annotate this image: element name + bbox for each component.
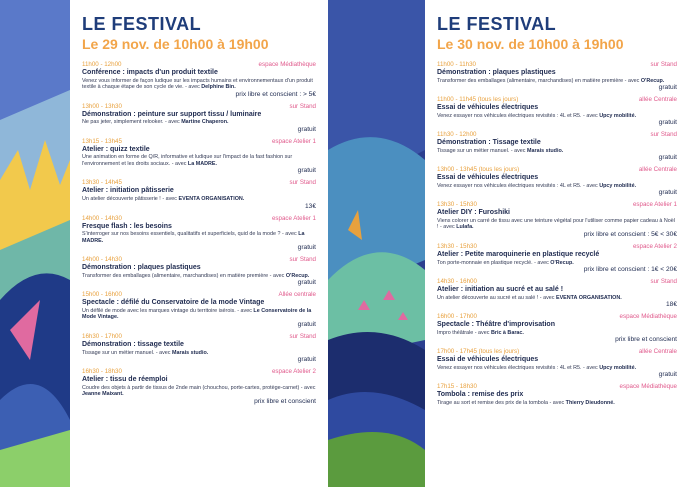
event-desc-text: Venez essayer nos véhicules électriques revisités : 4L et R5. [437, 182, 582, 189]
event-item [82, 368, 316, 406]
event-desc-text: Venez vous informer de façon ludique sur les impacts humains et environnementaux d'un produit textile à chaque étape de son cycle de vie. [82, 77, 313, 91]
event-description [437, 295, 677, 302]
event-description [82, 273, 316, 280]
event-description [82, 231, 316, 244]
event-header [437, 313, 677, 321]
event-price: gratuit [658, 119, 677, 127]
event-host: Delphine Bin. [201, 84, 236, 91]
event-host: EVENTA ORGANISATION. [178, 195, 245, 202]
event-header [82, 179, 316, 187]
event-description [82, 196, 316, 203]
event-desc-text: Impro théâtrale [437, 329, 474, 336]
event-header [82, 138, 316, 146]
event-host-prefix: - avec [171, 160, 187, 167]
event-description [82, 154, 316, 167]
event-desc-text: Venez essayer nos véhicules électriques revisités : 4L et R5. [437, 112, 582, 119]
event-title: Démonstration : tissage textile [82, 341, 184, 349]
left-illustration [0, 0, 70, 487]
event-host-prefix: - avec [549, 399, 565, 406]
event-location: espace Médiathèque [619, 313, 677, 321]
event-item [82, 138, 316, 176]
event-desc-text: Tissage sur un métier manuel. [82, 349, 155, 356]
event-host-prefix: - avec [162, 195, 177, 202]
event-description [437, 218, 677, 231]
event-host: Marais studio. [172, 349, 209, 356]
event-time: 13h30 - 15h30 [437, 201, 477, 209]
event-host: Marais studio. [527, 147, 564, 154]
event-price: gratuit [658, 371, 677, 379]
event-price: prix libre et conscient [615, 336, 677, 344]
event-time: 15h00 - 16h00 [82, 291, 122, 299]
event-location: espace Atelier 1 [271, 214, 316, 222]
event-desc-text: Un atelier découverte au sucré et au salé ! [437, 294, 539, 301]
event-host-prefix: - avec [269, 272, 285, 279]
event-header [437, 96, 677, 104]
event-host: Upcy mobilité. [599, 112, 637, 119]
event-host-prefix: - avec [510, 147, 526, 154]
event-item [82, 291, 316, 329]
event-desc-text: Une animation en forme de Q/R, informative et ludique sur l'impact de la fast fashion sur l'environnement et les droits sociaux. [82, 154, 293, 167]
event-host: O'Recup. [550, 259, 574, 266]
page-title: LE FESTIVAL [82, 14, 202, 34]
page-date: Le 30 nov. de 10h00 à 19h00 [437, 36, 624, 52]
page-title: LE FESTIVAL [437, 14, 557, 34]
program-page-day2 [425, 0, 689, 487]
event-desc-text: Ne pas jeter, simplement relooker. [82, 119, 164, 126]
event-price: gratuit [297, 125, 316, 133]
event-description [82, 385, 316, 398]
event-header [437, 201, 677, 209]
event-location: sur Stand [650, 131, 677, 139]
event-location: sur Stand [650, 61, 677, 68]
event-time: 13h15 - 13h45 [82, 137, 122, 145]
event-title: Atelier : initiation pâtisserie [82, 187, 174, 195]
event-title: Démonstration : plaques plastiques [82, 264, 201, 272]
event-header [82, 333, 316, 341]
event-host: La MADRE. [187, 160, 217, 167]
event-time: 16h30 - 17h00 [82, 333, 122, 341]
event-price: gratuit [658, 189, 677, 197]
event-host-prefix: - avec [300, 384, 316, 391]
event-location: espace Atelier 1 [271, 137, 316, 145]
event-host: La MADRE. [82, 231, 305, 244]
event-time: 13h30 - 14h45 [82, 179, 122, 187]
event-title: Fresque flash : les besoins [82, 222, 172, 230]
event-item [437, 278, 677, 309]
event-host: Bric à Barac. [490, 329, 524, 336]
event-header [82, 103, 316, 111]
event-time: 17h00 - 17h45 (tous les jours) [437, 348, 520, 356]
event-title: Spectacle : défilé du Conservatoire de la mode Vintage [82, 299, 265, 307]
event-item [437, 348, 677, 379]
event-description [437, 260, 677, 267]
event-description [82, 308, 316, 321]
event-location: espace Médiathèque [258, 61, 316, 68]
event-host: Jeanne Maixant. [82, 391, 124, 398]
event-time: 13h30 - 15h30 [437, 243, 477, 251]
event-description [82, 350, 316, 357]
event-title: Atelier : Petite maroquinerie en plastique recyclé [437, 251, 600, 259]
event-item [82, 215, 316, 253]
event-host-prefix: - avec [165, 119, 180, 126]
event-host-prefix: - avec [583, 182, 598, 189]
event-location: sur Stand [289, 102, 316, 110]
event-title: Essai de véhicules électriques [437, 174, 539, 182]
event-price: gratuit [297, 321, 316, 329]
event-host-prefix: - avec [534, 259, 549, 266]
event-host-prefix: - avec [539, 294, 555, 301]
event-item [82, 61, 316, 99]
event-title: Atelier : tissu de réemploi [82, 376, 168, 384]
event-header [437, 348, 677, 356]
event-price: prix libre et conscient [254, 397, 316, 405]
event-price: gratuit [297, 279, 316, 287]
event-description [82, 119, 316, 126]
event-desc-text: Transformer des emballages (alimentaire, marchandises) en matière première [82, 272, 269, 279]
event-time: 11h00 - 12h00 [82, 61, 122, 68]
event-desc-text: Un défilé de mode avec les marques vintage du territoire isérois. [82, 307, 236, 314]
program-page-day1 [70, 0, 328, 487]
event-description [437, 183, 677, 190]
event-host-prefix: - avec [185, 84, 200, 91]
event-header [437, 383, 677, 391]
event-item [437, 96, 677, 127]
event-item [82, 333, 316, 364]
event-location: Allée centrale [278, 291, 316, 299]
event-price: prix libre et conscient : > 5€ [235, 90, 316, 98]
event-item [437, 166, 677, 197]
event-time: 14h00 - 14h30 [82, 214, 122, 222]
event-price: gratuit [297, 167, 316, 175]
event-location: sur Stand [289, 333, 316, 341]
event-host: Martine Chaperon. [181, 119, 229, 126]
event-header [82, 291, 316, 299]
event-time: 16h30 - 18h30 [82, 368, 122, 376]
event-header [437, 278, 677, 286]
event-host: Le Conservatoire de la Mode Vintage. [82, 307, 312, 321]
event-list [82, 61, 316, 406]
event-item [437, 243, 677, 274]
event-title: Démonstration : Tissage textile [437, 139, 541, 147]
page-date: Le 29 nov. de 10h00 à 19h00 [82, 36, 269, 52]
event-host: Thierry Dieudonné. [565, 399, 615, 406]
event-host-prefix: - avec [624, 77, 640, 84]
event-desc-text: Tissage sur un métier manuel. [437, 147, 510, 154]
event-title: Conférence : impacts d'un produit textile [82, 69, 218, 76]
event-price: prix libre et conscient : 5€ < 30€ [583, 231, 677, 239]
event-desc-text: Transformer des emballages (alimentaire, marchandises) en matière première [437, 77, 624, 84]
event-title: Démonstration : peinture sur support tissu / luminaire [82, 110, 262, 118]
event-item [82, 256, 316, 287]
event-desc-text: S'interroger sur nos besoins essentiels, qualitatifs et superficiels, quid de la mode ? [82, 231, 281, 238]
event-host: Upcy mobilité. [599, 364, 637, 371]
event-desc-text: Tirage au sort et remise des prix de la tombola [437, 399, 548, 406]
event-time: 16h00 - 17h00 [437, 313, 477, 321]
event-time: 14h00 - 14h30 [82, 256, 122, 264]
event-price: gratuit [658, 84, 677, 92]
event-title: Démonstration : plaques plastiques [437, 69, 556, 76]
event-desc-text: Un atelier découverte pâtisserie ! [82, 195, 161, 202]
event-host-prefix: - avec [583, 112, 598, 119]
event-header [437, 166, 677, 174]
event-title: Atelier DIY : Furoshiki [437, 209, 510, 217]
event-item [437, 61, 677, 92]
event-host-prefix: - avec [474, 329, 490, 336]
event-item [437, 383, 677, 406]
event-title: Essai de véhicules électriques [437, 356, 539, 364]
event-location: sur Stand [650, 278, 677, 286]
event-host-prefix: - avec [282, 231, 297, 238]
event-description [82, 78, 316, 91]
event-host: O'Recup. [285, 272, 310, 279]
event-title: Spectacle : Théâtre d'improvisation [437, 321, 555, 329]
event-location: sur Stand [289, 256, 316, 264]
event-host-prefix: - avec [237, 307, 252, 314]
event-location: espace Atelier 1 [632, 201, 677, 209]
event-item [437, 313, 677, 344]
event-price: 13€ [304, 202, 316, 210]
event-item [82, 103, 316, 134]
event-location: espace Atelier 2 [271, 368, 316, 376]
event-price: gratuit [658, 154, 677, 162]
event-header [82, 61, 316, 69]
event-title: Atelier : initiation au sucré et au salé ! [437, 286, 564, 294]
event-desc-text: Coudre des objets à partir de tissus de 2nde main (chouchou, porte-cartes, protège-carnet) [82, 384, 300, 391]
event-time: 13h00 - 13h30 [82, 102, 122, 110]
event-desc-text: Venez essayer nos véhicules électriques revisités : 4L et R5. [437, 364, 582, 371]
event-time: 14h30 - 16h00 [437, 278, 477, 286]
event-location: espace Atelier 2 [632, 243, 677, 251]
event-host-prefix: - avec [440, 224, 455, 231]
event-desc-text: Ton porte-monnaie en plastique recyclé. [437, 259, 533, 266]
event-host-prefix: - avec [155, 349, 171, 356]
event-host: O'Recup. [640, 77, 665, 84]
event-description [437, 113, 677, 120]
event-item [82, 179, 316, 210]
event-description [437, 330, 677, 337]
event-host: Upcy mobilité. [599, 182, 637, 189]
event-title: Tombola : remise des prix [437, 391, 524, 399]
event-header [82, 215, 316, 223]
event-time: 11h00 - 11h45 (tous les jours) [437, 96, 519, 104]
event-item [437, 131, 677, 162]
event-location: allée Centrale [638, 96, 677, 104]
event-description [437, 78, 677, 85]
event-header [437, 131, 677, 139]
event-location: sur Stand [289, 179, 316, 187]
event-price: prix libre et conscient : 1€ < 20€ [583, 266, 677, 274]
event-host: Lulafa. [456, 224, 474, 231]
event-price: gratuit [297, 244, 316, 252]
event-time: 17h15 - 18h30 [437, 383, 477, 391]
event-time: 11h30 - 12h00 [437, 131, 477, 139]
event-list [437, 61, 677, 407]
event-description [437, 400, 677, 407]
event-price: 18€ [665, 301, 677, 309]
event-host-prefix: - avec [583, 364, 598, 371]
event-header [82, 256, 316, 264]
event-title: Atelier : quizz textile [82, 145, 150, 153]
event-item [437, 201, 677, 239]
event-desc-text: Viens colorer un carré de tissu avec une teinture végétal pour l'utiliser comme papier cadeau à Noël ! [437, 217, 675, 231]
event-description [437, 148, 677, 155]
event-title: Essai de véhicules électriques [437, 104, 539, 112]
event-host: EVENTA ORGANISATION. [555, 294, 622, 301]
event-header [437, 243, 677, 251]
event-header [437, 61, 677, 69]
event-location: allée Centrale [638, 166, 677, 174]
event-header [82, 368, 316, 376]
event-price: gratuit [297, 356, 316, 364]
middle-illustration [328, 0, 425, 487]
event-location: allée Centrale [638, 348, 677, 356]
event-time: 11h00 - 11h30 [437, 61, 476, 68]
event-location: espace Médiathèque [619, 383, 677, 391]
event-time: 13h00 - 13h45 (tous les jours) [437, 166, 520, 174]
event-description [437, 365, 677, 372]
